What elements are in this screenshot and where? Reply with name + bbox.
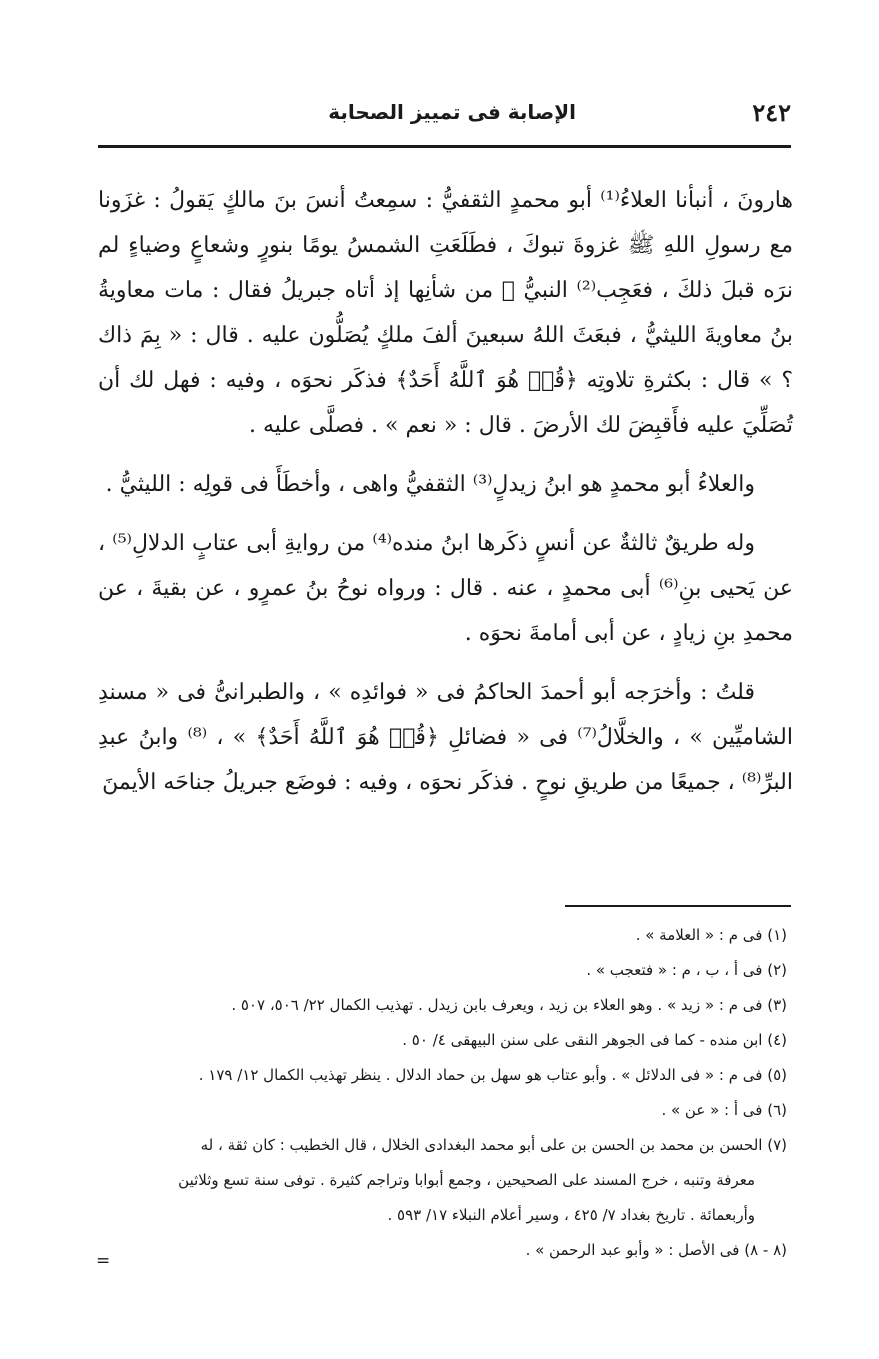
footnote: (٢) فى أ ، ب ، م : « فتعجب » . — [586, 961, 787, 979]
header-rule — [98, 145, 791, 148]
page-header — [98, 96, 791, 136]
footnotes — [96, 918, 787, 1268]
footnote: (٤) ابن منده - كما فى الجوهر النقى على سنن البيهقى ٤/ ٥٠ . — [402, 1031, 787, 1049]
main-text — [98, 178, 793, 805]
footnote: (٧) الحسن بن محمد بن الحسن بن على أبو محمد البغدادى الخلال ، قال الخطيب : كان ثقة ، له — [200, 1136, 787, 1154]
footnote-continuation: معرفة وتنبه ، خرج المسند على الصحيحين ، وجمع أبوابا وتراجم كثيرة . توفى سنة تسع وثلاثين — [178, 1171, 755, 1189]
paragraph: هارونَ ، أنبأنا العلاءُ⁽¹⁾ أبو محمدٍ الثقفيُّ : سمِعتُ أنسَ بنَ مالكٍ يَقولُ : غزَونا مع رسولِ اللهِ ﷺ غزوةَ تبوكَ ، فطَلَعَتِ الشمسُ يومًا بنورٍ وشعاعٍ وضياءٍ لم نرَه قبلَ ذلكَ ، فعَجِب⁽²⁾ النبيُّ ﷺ من شأنِها إذ أتاه جبريلُ فقال : مات معاويةُ بنُ معاويةَ الليثيُّ ، فبعَثَ اللهُ سبعينَ ألفَ ملكٍ يُصَلُّون عليه . قال : « بِمَ ذاك ؟ » قال : بكثرةِ تلاوتِه ﴿قُلۡ هُوَ ٱللَّهُ أَحَدٌ﴾ فذكَر نحوَه ، وفيه : فهل لك أن تُصَلِّيَ عليه فأَقبِضَ لك الأرضَ . قال : « نعم » . فصلَّى عليه . — [98, 188, 793, 438]
footnote: (٦) فى أ : « عن » . — [661, 1101, 787, 1119]
footnote: (١) فى م : « العلامة » . — [635, 926, 787, 944]
paragraph: وله طريقٌ ثالثةٌ عن أنسٍ ذكَرها ابنُ منده⁽⁴⁾ من روايةِ أبى عتابٍ الدلالِ⁽⁵⁾ ، عن يَحيى بنِ⁽⁶⁾ أبى محمدٍ ، عنه . قال : ورواه نوحُ بنُ عمرٍو ، عن بقيةَ ، عن محمدِ بنِ زيادٍ ، عن أبى أمامةَ نحوَه . — [98, 531, 794, 646]
paragraph: قلتُ : وأخرَجه أبو أحمدَ الحاكمُ فى « فوائدِه » ، والطبرانىُّ فى « مسندِ الشاميِّين » ، والخلَّالُ⁽⁷⁾ فى « فضائلِ ﴿قُلۡ هُوَ ٱللَّهُ أَحَدٌ﴾ » ، ⁽⁸⁾ وابنُ عبدِ البرِّ⁽⁸⁾ ، جميعًا من طريقِ نوحٍ . فذكَر نحوَه ، وفيه : فوضَع جبريلُ جناحَه الأيمنَ — [98, 680, 793, 795]
footnote: (٥) فى م : « فى الدلائل » . وأبو عتاب هو سهل بن حماد الدلال . ينظر تهذيب الكمال ١٢/ ١٧٩ . — [198, 1066, 787, 1084]
footnote: (٣) فى م : « زيد » . وهو العلاء بن زيد ، ويعرف بابن زيدل . تهذيب الكمال ٢٢/ ٥٠٦، ٥٠٧ . — [231, 996, 787, 1014]
footnote-rule — [565, 905, 791, 907]
paragraph: والعلاءُ أبو محمدٍ هو ابنُ زيدلٍ⁽³⁾ الثقفيُّ واهى ، وأخطَأَ فى قولِه : الليثيُّ . — [105, 472, 755, 497]
continuation-mark: = — [96, 1251, 111, 1271]
footnote: (٨ - ٨) فى الأصل : « وأبو عبد الرحمن » . — [525, 1241, 787, 1259]
page-number: ٢٤٢ — [752, 98, 791, 127]
footnote-continuation: وأربعمائة . تاريخ بغداد ٧/ ٤٢٥ ، وسير أعلام النبلاء ١٧/ ٥٩٣ . — [387, 1206, 755, 1224]
running-title: الإصابة فى تمييز الصحابة — [328, 100, 576, 124]
